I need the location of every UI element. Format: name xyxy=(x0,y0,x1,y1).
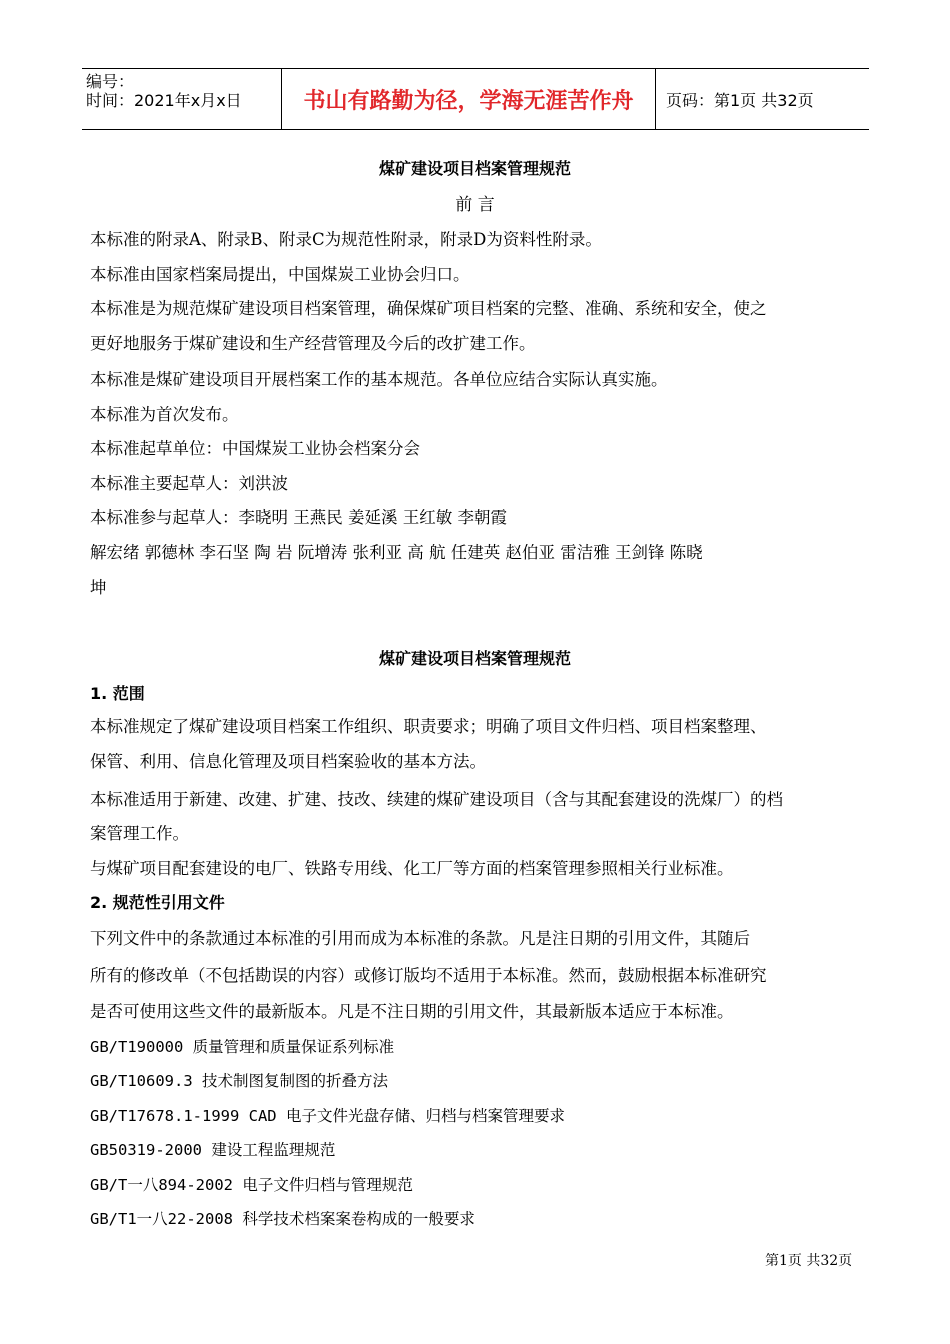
section-1-line: 案管理工作。 xyxy=(90,824,189,843)
reference-item: GB/T17678.1-1999 CAD 电子文件光盘存储、归档与档案管理要求 xyxy=(90,1107,565,1125)
reference-item: GB/T10609.3 技术制图复制图的折叠方法 xyxy=(90,1072,388,1090)
foreword-line: 更好地服务于煤矿建设和生产经营管理及今后的改扩建工作。 xyxy=(90,334,536,353)
section-2-line: 是否可使用这些文件的最新版本。凡是不注日期的引用文件，其最新版本适应于本标准。 xyxy=(90,1002,734,1021)
section-2-line: 下列文件中的条款通过本标准的引用而成为本标准的条款。凡是注日期的引用文件，其随后 xyxy=(90,929,750,948)
foreword-line: 本标准的附录A、附录B、附录C为规范性附录，附录D为资料性附录。 xyxy=(90,230,602,249)
reference-item: GB/T1一八22-2008 科学技术档案案卷构成的一般要求 xyxy=(90,1210,475,1228)
foreword-line: 解宏绪 郭德林 李石坚 陶 岩 阮增涛 张利亚 高 航 任建英 赵伯亚 雷洁雅 王剑锋 陈晓 xyxy=(90,543,703,562)
section-2-line: 所有的修改单（不包括勘误的内容）或修订版均不适用于本标准。然而，鼓励根据本标准研究 xyxy=(90,966,767,985)
foreword-line: 本标准为首次发布。 xyxy=(90,405,239,424)
header-meta xyxy=(82,69,281,129)
page-header xyxy=(82,68,869,130)
section-1-line: 本标准规定了煤矿建设项目档案工作组织、职责要求；明确了项目文件归档、项目档案整理、 xyxy=(90,717,767,736)
foreword-line: 本标准是煤矿建设项目开展档案工作的基本规范。各单位应结合实际认真实施。 xyxy=(90,370,668,389)
page-footer: 第1页 共32页 xyxy=(765,1253,853,1269)
foreword-line: 本标准由国家档案局提出，中国煤炭工业协会归口。 xyxy=(90,265,470,284)
section-1-line: 保管、利用、信息化管理及项目档案验收的基本方法。 xyxy=(90,752,486,771)
section-1-line: 本标准适用于新建、改建、扩建、技改、续建的煤矿建设项目（含与其配套建设的洗煤厂）的档 xyxy=(90,790,783,809)
time-label: 时间：2021年x月x日 xyxy=(86,91,242,110)
number-label: 编号： xyxy=(86,72,135,91)
foreword-line: 本标准是为规范煤矿建设项目档案管理，确保煤矿项目档案的完整、准确、系统和安全，使之 xyxy=(90,299,767,318)
document-title: 煤矿建设项目档案管理规范 xyxy=(378,159,571,178)
reference-item: GB50319-2000 建设工程监理规范 xyxy=(90,1141,336,1159)
header-motto: 书山有路勤为径，学海无涯苦作舟 xyxy=(281,69,656,129)
reference-item: GB/T190000 质量管理和质量保证系列标准 xyxy=(90,1038,395,1056)
foreword-line: 本标准主要起草人：刘洪波 xyxy=(90,474,288,493)
document-title-2: 煤矿建设项目档案管理规范 xyxy=(378,649,571,668)
section-1-line: 与煤矿项目配套建设的电厂、铁路专用线、化工厂等方面的档案管理参照相关行业标准。 xyxy=(90,859,734,878)
section-1-heading: 1. 范围 xyxy=(90,684,145,703)
foreword-heading: 前 言 xyxy=(455,195,495,215)
foreword-line: 坤 xyxy=(90,578,107,597)
header-page-number: 页码：第1页 共32页 xyxy=(666,90,814,110)
reference-item: GB/T一八894-2002 电子文件归档与管理规范 xyxy=(90,1176,413,1194)
section-2-heading: 2. 规范性引用文件 xyxy=(90,893,225,912)
foreword-line: 本标准参与起草人：李晓明 王燕民 姜延溪 王红敏 李朝霞 xyxy=(90,508,507,527)
foreword-line: 本标准起草单位：中国煤炭工业协会档案分会 xyxy=(90,439,420,458)
